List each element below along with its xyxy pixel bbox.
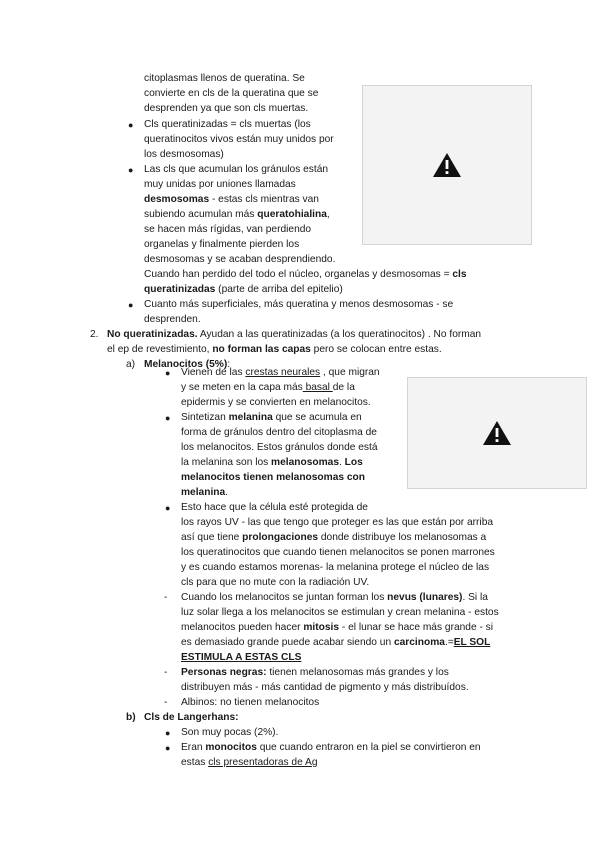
text: que se acumula en — [272, 412, 362, 423]
mel-d1-line-1 — [181, 591, 488, 605]
bullet1-line-2: queratinocitos vivos están muy unidos por — [144, 134, 334, 145]
text: la melanina son los — [181, 457, 272, 468]
bullet2-line-2: muy unidas por uniones llamadas — [144, 179, 296, 190]
mel-b2-line-4 — [181, 456, 363, 470]
lang-b2-line-2 — [181, 756, 318, 770]
text: tienen melanosomas más grandes y los — [266, 667, 449, 678]
bullet3-line-2: desprenden. — [144, 314, 201, 325]
dash: - — [164, 667, 168, 678]
bullet2-line-3 — [144, 193, 319, 207]
section2-title: No queratinizadas. — [107, 329, 198, 340]
bullet-dot: ● — [165, 413, 171, 423]
mel-b2-line-6 — [181, 486, 228, 500]
mel-b3-line-4: los queratinocitos que cuando tienen melanocitos se ponen marrones — [181, 547, 495, 558]
bullet-dot: ● — [128, 120, 134, 130]
term: Personas negras: — [181, 667, 267, 678]
sub-a-letter: a) — [126, 359, 136, 370]
mel-b3-line-1: Esto hace que la célula esté protegida de — [181, 502, 368, 513]
bullet2-line-1: Las cls que acumulan los gránulos están — [144, 164, 329, 175]
mel-b1-line-3: epidermis y se convierten en melanocitos. — [181, 397, 371, 408]
text: Vienen de las — [181, 367, 246, 378]
text: de la — [332, 382, 355, 393]
bullet3-line-1: Cuanto más superficiales, más queratina y menos desmosomas - se — [144, 299, 454, 310]
title: Melanocitos (5%) — [144, 359, 228, 370]
text: . — [339, 457, 345, 468]
mel-d2-line-1 — [181, 666, 449, 680]
section2-line-2 — [107, 343, 442, 357]
bullet2-line-9 — [144, 283, 343, 297]
dash: - — [164, 592, 168, 603]
mel-d1-line-2: luz solar llega a los melanocitos se estimulan y crean melanina - estos — [181, 607, 499, 618]
mel-d1-line-3 — [181, 621, 493, 635]
term: Los — [344, 457, 363, 468]
mel-b2-line-2: forma de gránulos dentro del citoplasma de — [181, 427, 377, 438]
text: es demasiado grande puede acabar siendo un — [181, 637, 394, 648]
text: - el lunar se hace más grande - si — [339, 622, 494, 633]
term-cls: cls — [452, 269, 467, 280]
bullet-dot: ● — [165, 368, 171, 378]
mel-d1-line-5: ESTIMULA A ESTAS CLS — [181, 652, 302, 663]
intro-line-2: convierte en cls de la queratina que se — [144, 88, 319, 99]
text: (parte de arriba del epitelio) — [215, 284, 343, 295]
term: crestas neurales — [245, 367, 321, 378]
text: , — [326, 209, 330, 220]
text: Cuando han perdido del todo el núcleo, organelas y desmosomas = — [144, 269, 453, 280]
text: Ayudan a las queratinizadas (a los queratinocitos) . No forman — [197, 329, 482, 340]
text: pero se colocan entre estas. — [310, 344, 442, 355]
image-placeholder-1 — [362, 85, 532, 245]
text: donde distribuye los melanosomas a — [318, 532, 487, 543]
bullet-dot: ● — [165, 503, 171, 513]
bullet1-line-3: los desmosomas) — [144, 149, 224, 160]
mel-b3-line-3 — [181, 531, 486, 545]
term: melanina — [181, 487, 226, 498]
text: . — [225, 487, 229, 498]
text: Sintetizan — [181, 412, 229, 423]
term: carcinoma — [393, 637, 445, 648]
mel-b2-line-1 — [181, 411, 362, 425]
mel-b3-line-2: los rayos UV - las que tengo que proteger es las que están por arriba — [181, 517, 494, 528]
text: Cuando los melanocitos se juntan forman los — [181, 592, 388, 603]
bullet-dot: ● — [165, 743, 171, 753]
term-desmosomas: desmosomas — [144, 194, 210, 205]
bullet2-line-8 — [144, 268, 467, 282]
warning-icon — [432, 152, 462, 178]
section2-line-1 — [107, 328, 481, 342]
text: Eran — [181, 742, 206, 753]
bullet-dot: ● — [128, 300, 134, 310]
bullet-dot: ● — [165, 728, 171, 738]
term: nevus (lunares) — [387, 592, 463, 603]
text: - estas cls mientras van — [209, 194, 319, 205]
text: que cuando entraron en la piel se convirtieron en — [256, 742, 481, 753]
term: mitosis — [303, 622, 340, 633]
term: no forman las capas — [212, 344, 311, 355]
sub-b-letter: b) — [126, 712, 136, 723]
term: melanina — [228, 412, 273, 423]
text: así que tiene — [181, 532, 243, 543]
mel-b3-line-6: cls para que no mute con la radiación UV. — [181, 577, 370, 588]
bullet-dot: ● — [128, 165, 134, 175]
warning-icon — [482, 420, 512, 446]
bullet2-line-7: desmosomas y se acaban desprendiendo. — [144, 254, 336, 265]
lang-b2-line-1 — [181, 741, 481, 755]
image-placeholder-2 — [407, 377, 587, 489]
term-queratinizadas: queratinizadas — [144, 284, 216, 295]
langerhans-title: Cls de Langerhans: — [144, 712, 239, 723]
term: melanosomas — [271, 457, 339, 468]
mel-d2-line-2: distribuyen más - más cantidad de pigmento y más distribuídos. — [181, 682, 469, 693]
mel-d1-line-4 — [181, 636, 490, 650]
term: monocitos — [205, 742, 257, 753]
text: . Si la — [462, 592, 488, 603]
text: estas — [181, 757, 209, 768]
text: y se meten en la capa más — [181, 382, 303, 393]
bullet2-line-4 — [144, 208, 330, 222]
text: , que migran — [320, 367, 380, 378]
term: basal — [302, 382, 333, 393]
mel-b1-line-2 — [181, 381, 355, 395]
intro-line-3: desprenden ya que son cls muertas. — [144, 103, 309, 114]
mel-b1-line-1 — [181, 366, 380, 380]
bullet2-line-6: organelas y finalmente pierden los — [144, 239, 300, 250]
text: : — [227, 359, 231, 370]
term: prolongaciones — [242, 532, 319, 543]
mel-d3-line-1: Albinos: no tienen melanocitos — [181, 697, 320, 708]
text: subiendo acumulan más — [144, 209, 258, 220]
mel-b3-line-5: y es cuando estamos morenas- la melanina protege el núcleo de las — [181, 562, 490, 573]
mel-b2-line-3: los melanocitos. Estos gránulos donde está — [181, 442, 378, 453]
text: melanocitos pueden hacer — [181, 622, 304, 633]
intro-line-1: citoplasmas llenos de queratina. Se — [144, 73, 305, 84]
mel-b2-line-5: melanocitos tienen melanosomas con — [181, 472, 365, 483]
term-queratohialina: queratohialina — [257, 209, 327, 220]
lang-b1-line-1: Son muy pocas (2%). — [181, 727, 279, 738]
text: el ep de revestimiento, — [107, 344, 213, 355]
text: .= — [444, 637, 454, 648]
term: EL SOL — [453, 637, 491, 648]
bullet1-line-1: Cls queratinizadas = cls muertas (los — [144, 119, 311, 130]
term: cls presentadoras de Ag — [208, 757, 318, 768]
section2-number: 2. — [90, 329, 99, 340]
dash: - — [164, 697, 168, 708]
bullet2-line-5: se hacen más rígidas, van perdiendo — [144, 224, 312, 235]
